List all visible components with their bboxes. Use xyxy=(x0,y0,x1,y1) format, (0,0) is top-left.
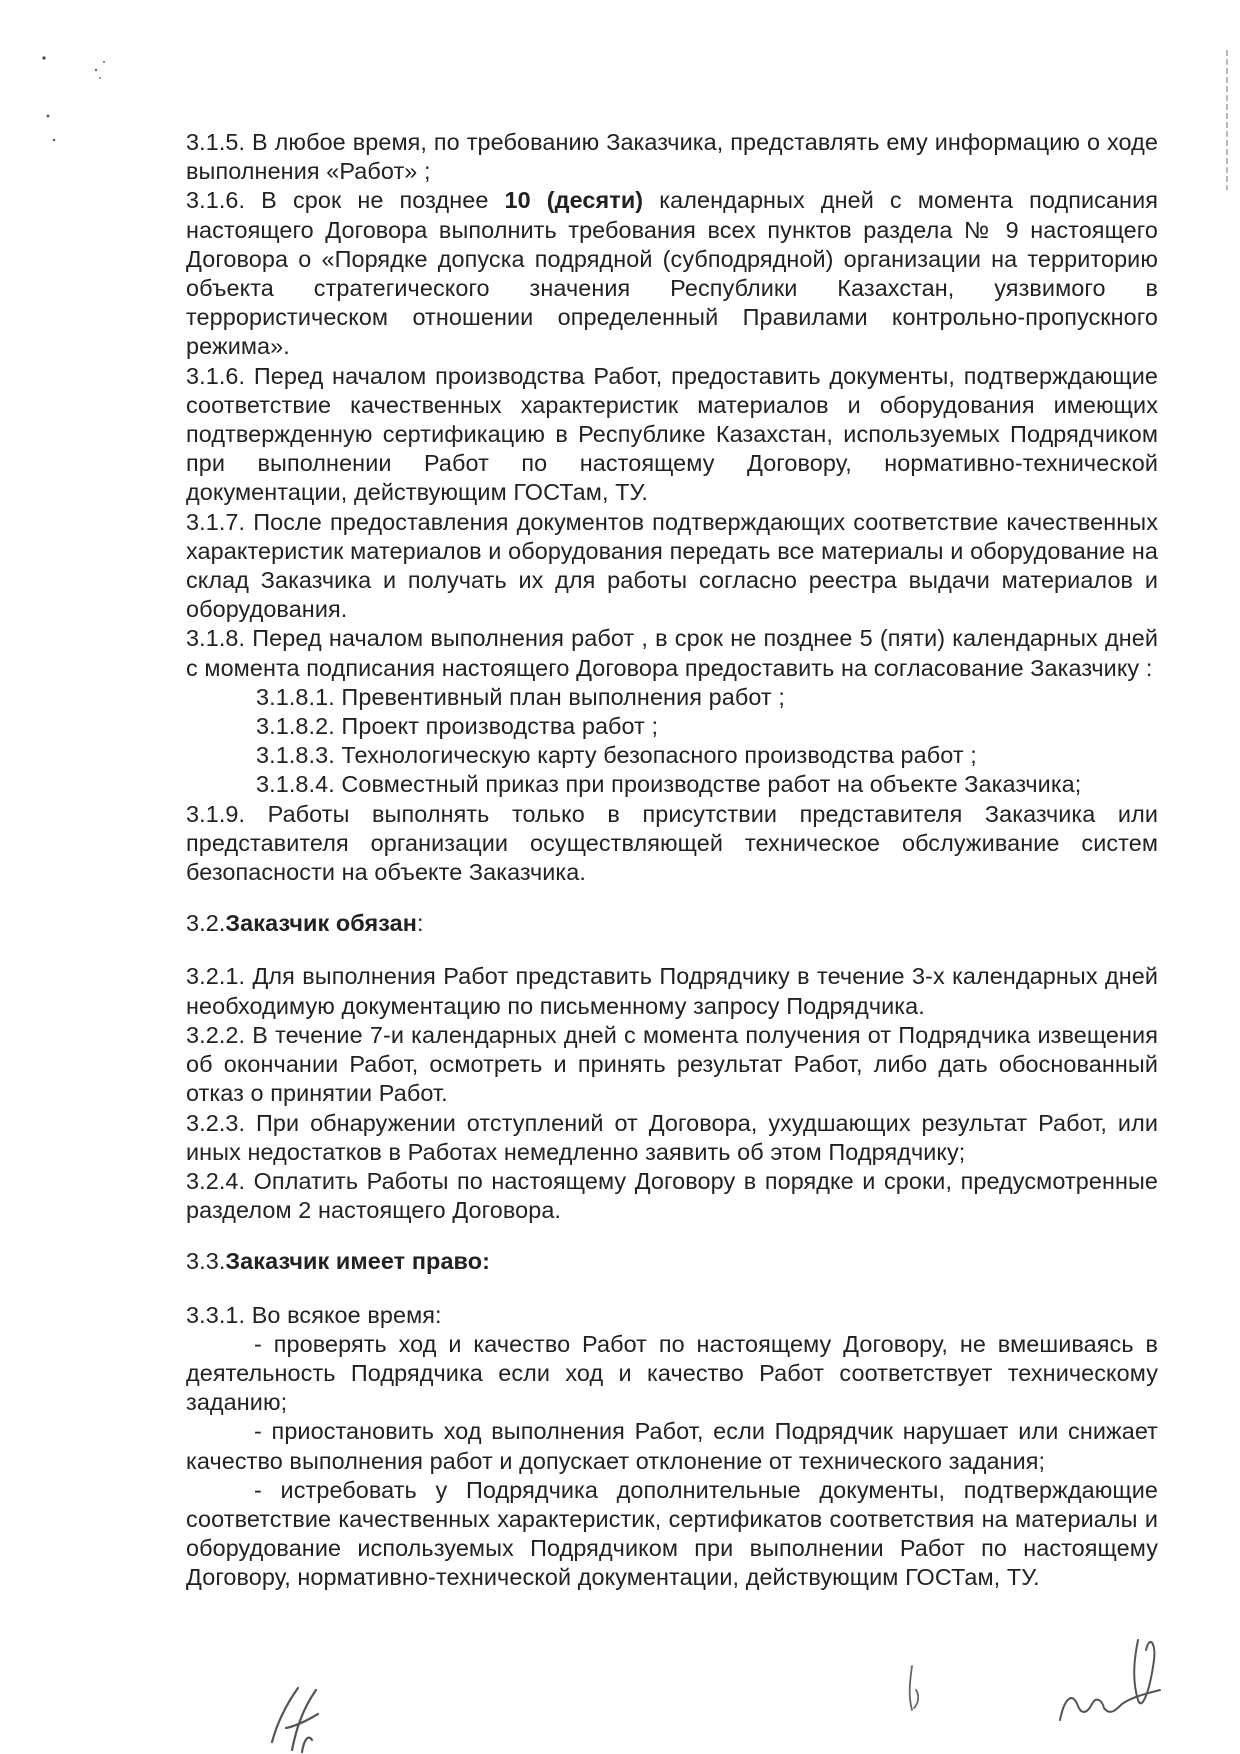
clause-3-1-8-3: 3.1.8.3. Технологическую карту безопасного производства работ ; xyxy=(256,742,977,769)
scan-specks xyxy=(0,0,140,150)
clause-3-2-1: 3.2.1. Для выполнения Работ представить Подрядчику в течение 3-х календарных дней необходимую документацию по письменному запросу Подрядчика. xyxy=(186,963,1158,1019)
clause-3-3-1-item-request: - истребовать у Подрядчика дополнительные документы, подтверждающие соответствие качественных характеристик, сертификатов соответствия на материалы и оборудование используемых Подрядчиком при выполнении Работ по настоящему Договору, нормативно-технической документации, действующим ГОСТам, ТУ. xyxy=(186,1476,1158,1591)
clause-3-1-9: 3.1.9. Работы выполнять только в присутствии представителя Заказчика или представителя организации осуществляющей техническое обслуживание систем безопасности на объекте Заказчика. xyxy=(186,800,1158,886)
clause-3-1-6-documents: 3.1.6. Перед началом производства Работ, предоставить документы, подтверждающие соответствие качественных характеристик материалов и оборудования имеющих подтвержденную сертификацию в Республике Казахстан, используемых Подрядчиком при выполнении Работ по настоящему Договору, нормативно-технической документации, действующим ГОСТам, ТУ. xyxy=(186,362,1158,506)
clause-3-1-6-deadline-rest: календарных дней с момента подписания настоящего Договора выполнить требования всех пунктов раздела № 9 настоящего Договора о «Порядке допуска подрядной (субподрядной) организации на территорию объекта стратегического значения Республики Казахстан, уязвимого в террористическом отношении определенный Правилами контрольно-пропускного режима». xyxy=(186,187,1158,360)
clause-3-1-6-deadline-days: 10 (десяти) xyxy=(504,187,644,214)
section-heading-3-3 xyxy=(186,1247,1158,1276)
section-3-3-title: Заказчик имеет право: xyxy=(225,1248,491,1275)
signature-center-mark xyxy=(900,1660,930,1720)
signature-right xyxy=(1050,1620,1180,1740)
clause-3-3-1-item-inspect: - проверять ход и качество Работ по настоящему Договору, не вмешиваясь в деятельность Подрядчика если ход и качество Работ соответствует техническому заданию; xyxy=(186,1330,1158,1416)
clause-3-2-4: 3.2.4. Оплатить Работы по настоящему Договору в порядке и сроки, предусмотренные разделом 2 настоящего Договора. xyxy=(186,1167,1158,1224)
clause-3-2-3: 3.2.3. При обнаружении отступлений от Договора, ухудшающих результат Работ, или иных недостатков в Работах немедленно заявить об этом Подрядчику; xyxy=(186,1109,1158,1165)
clause-3-1-5: 3.1.5. В любое время, по требованию Заказчика, представлять ему информацию о ходе выполнения «Работ» ; xyxy=(186,129,1158,185)
clause-3-1-8: 3.1.8. Перед началом выполнения работ , в срок не позднее 5 (пяти) календарных дней с момента подписания настоящего Договора предоставить на согласование Заказчику : xyxy=(186,625,1158,681)
clause-3-1-8-4: 3.1.8.4. Совместный приказ при производстве работ на объекте Заказчика; xyxy=(256,771,1082,798)
section-heading-3-2 xyxy=(186,909,1158,938)
clause-3-1-8-1: 3.1.8.1. Превентивный план выполнения работ ; xyxy=(256,683,785,710)
signature-left xyxy=(258,1680,338,1754)
section-3-2-colon: : xyxy=(417,910,424,937)
contract-page-body xyxy=(186,128,1158,1593)
section-3-2-title: Заказчик обязан xyxy=(225,910,418,937)
clause-3-1-7: 3.1.7. После предоставления документов подтверждающих соответствие качественных характеристик материалов и оборудования передать все материалы и оборудование на склад Заказчика и получать их для работы согласно реестра выдачи материалов и оборудования. xyxy=(186,508,1158,623)
clause-3-2-2: 3.2.2. В течение 7-и календарных дней с момента получения от Подрядчика извещения об окончании Работ, осмотреть и принять результат Работ, либо дать обоснованный отказ о принятии Работ. xyxy=(186,1021,1158,1107)
clause-3-3-1: 3.3.1. Во всякое время: xyxy=(186,1301,442,1328)
clause-3-1-6-deadline-start: 3.1.6. В срок не позднее xyxy=(186,187,505,214)
section-3-2-number: 3.2. xyxy=(186,910,226,937)
clause-3-1-8-2: 3.1.8.2. Проект производства работ ; xyxy=(256,713,659,740)
clause-3-1-6-deadline xyxy=(186,186,1158,361)
section-3-3-number: 3.3. xyxy=(186,1248,226,1275)
clause-3-3-1-item-suspend: - приостановить ход выполнения Работ, если Подрядчик нарушает или снижает качество выполнения работ и допускает отклонение от технического задания; xyxy=(186,1418,1158,1474)
scan-edge-line xyxy=(1226,50,1228,190)
